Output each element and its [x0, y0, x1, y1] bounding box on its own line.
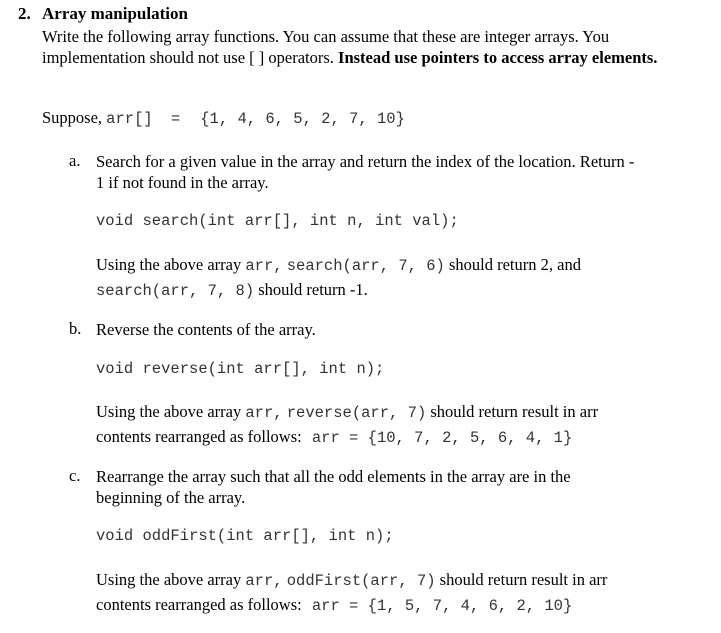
item-c-usage-mid: should return result in arr — [439, 570, 608, 589]
item-c-usage — [96, 569, 607, 617]
item-a-usage-call1: search(arr, 7, 6) — [286, 257, 445, 275]
section-title: Array manipulation — [42, 4, 188, 23]
item-b-usage-mid: should return result in arr — [430, 402, 599, 421]
item-c-description — [96, 466, 571, 508]
item-b-usage-prefix: Using the above array — [96, 402, 242, 421]
item-a-usage — [96, 254, 581, 302]
item-a-letter: a. — [69, 151, 81, 170]
item-c-usage-prefix: Using the above array — [96, 570, 242, 589]
item-c-description-line1: Rearrange the array such that all the odd elements in the array are in the — [96, 467, 571, 486]
item-b-usage — [96, 401, 598, 449]
item-c-result: arr = {1, 5, 7, 4, 6, 2, 10} — [311, 597, 573, 615]
section-heading — [18, 4, 188, 24]
item-b-usage-line2-prefix: contents rearranged as follows: — [96, 427, 302, 446]
item-a-signature: void search(int arr[], int n, int val); — [96, 212, 459, 230]
item-c-usage-line2-prefix: contents rearranged as follows: — [96, 595, 302, 614]
item-a-usage-line2 — [96, 279, 581, 302]
item-a-usage-arr: arr, — [245, 257, 283, 275]
item-c-usage-arr: arr, — [245, 572, 283, 590]
item-b-signature: void reverse(int arr[], int n); — [96, 360, 385, 378]
item-a-description — [96, 151, 634, 193]
item-a-usage-end: should return -1. — [258, 280, 368, 299]
item-b-usage-arr: arr, — [245, 404, 283, 422]
item-a-usage-prefix: Using the above array — [96, 255, 242, 274]
item-c-letter: c. — [69, 466, 81, 485]
item-a-description-line2: 1 if not found in the array. — [96, 173, 269, 192]
intro-bold-text: Instead use pointers to access array elements. — [338, 48, 658, 67]
item-a-usage-call2: search(arr, 7, 8) — [96, 282, 255, 300]
section-number: 2. — [18, 4, 31, 23]
example-array-line — [42, 108, 405, 128]
example-equals: = — [170, 110, 181, 128]
item-b-letter: b. — [69, 319, 82, 338]
item-b-usage-call: reverse(arr, 7) — [286, 404, 427, 422]
item-b-result: arr = {10, 7, 2, 5, 6, 4, 1} — [311, 429, 573, 447]
example-decl: arr[] — [106, 110, 153, 128]
intro-plain-text: Write the following array functions. You can assume that these are integer arrays. You implementation should not use [ ] operators. — [42, 27, 610, 67]
item-a-usage-mid: should return 2, and — [448, 255, 581, 274]
intro-paragraph — [42, 26, 702, 68]
item-b-description: Reverse the contents of the array. — [96, 320, 316, 339]
item-c-usage-call: oddFirst(arr, 7) — [286, 572, 436, 590]
example-values: {1, 4, 6, 5, 2, 7, 10} — [200, 110, 405, 128]
item-c-signature: void oddFirst(int arr[], int n); — [96, 527, 394, 545]
item-c-description-line2: beginning of the array. — [96, 488, 246, 507]
item-a-description-line1: Search for a given value in the array and return the index of the location. Return - — [96, 152, 635, 171]
item-c-usage-line1 — [96, 569, 607, 592]
item-b-usage-line1 — [96, 401, 598, 424]
item-c-usage-line2 — [96, 594, 607, 617]
example-label: Suppose, — [42, 108, 103, 127]
item-b-usage-line2 — [96, 426, 598, 449]
item-a-usage-line1 — [96, 254, 581, 277]
